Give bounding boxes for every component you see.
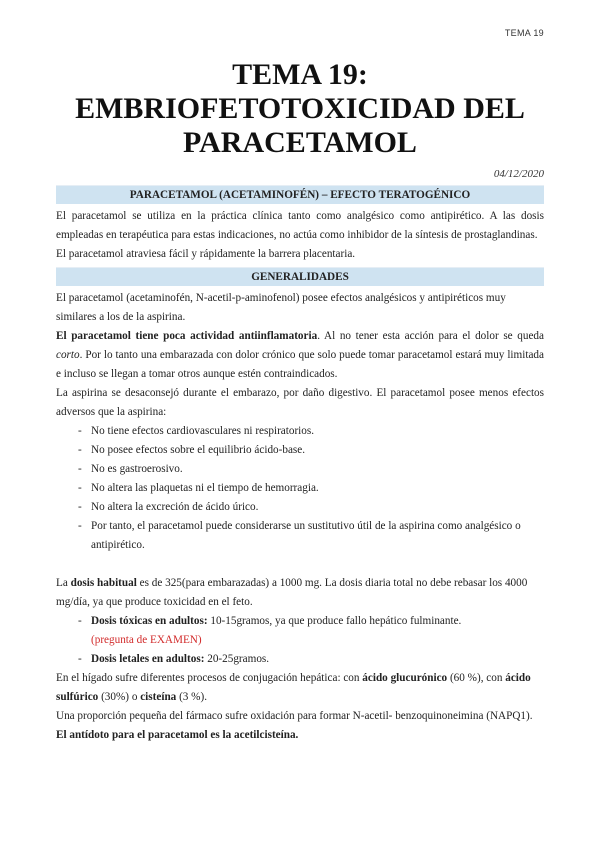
paragraph-placenta: El paracetamol atraviesa fácil y rápidamente la barrera placentaria. [56,248,356,260]
text-segment: La [56,577,71,589]
paragraph-hepatic-conjugation [56,669,544,707]
list-item: - No altera las plaquetas ni el tiempo de hemorragia. [56,479,544,498]
title-line-3: PARACETAMOL [183,126,417,159]
italic-corto: corto [56,349,80,361]
paragraph-anti-inflammatory [56,327,544,384]
document-body [56,185,544,745]
list-item: - No posee efectos sobre el equilibrio ácido-base. [56,441,544,460]
paragraph-napqi: Una proporción pequeña del fármaco sufre oxidación para formar N-acetil- benzoquinoneimina (NAPQ1). [56,710,533,722]
spacer [56,555,544,574]
bold-toxic-dose: Dosis tóxicas en adultos: [91,615,208,627]
list-item-lethal-dose [56,650,544,669]
bold-sulfuric: ácido sulfúrico [56,672,531,703]
text-segment: (3 %). [176,691,208,703]
bold-anti-inflammatory: El paracetamol tiene poca actividad antiinflamatoria [56,330,318,342]
text-segment: 10-15gramos, ya que produce fallo hepático fulminante. [207,615,462,627]
text-segment: . Por lo tanto una embarazada con dolor crónico que solo puede tomar paracetamol estará muy limitada e incluso se llegan a tomar otros aunque estén contraindicados. [56,349,544,380]
paragraph-dose [56,574,544,612]
text-segment: 20-25gramos. [204,653,270,665]
bold-lethal-dose: Dosis letales en adultos: [91,653,205,665]
adverse-effects-list [56,422,544,555]
bold-dosis-habitual: dosis habitual [70,577,137,589]
bold-cysteine: cisteína [140,691,177,703]
section-heading-generalidades: GENERALIDADES [56,267,544,286]
document-date: 04/12/2020 [493,168,544,180]
paragraph-antidote [56,726,544,745]
paragraph-clinical-use: El paracetamol se utiliza en la práctica clínica tanto como analgésico como antipirético. A las dosis empleadas en terapéutica para estas indicaciones, no actúa como inhibidor de la síntesis de prostaglandinas. [56,210,544,241]
text-segment: (60 %), con [447,672,506,684]
bold-glucuronic: ácido glucurónico [362,672,448,684]
text-segment: (30%) o [98,691,141,703]
exam-note: (pregunta de EXAMEN) [91,634,202,646]
text-segment: . Al no tener esta acción para el dolor se queda [317,330,544,342]
bold-antidote: El antídoto para el paracetamol es la acetilcisteína. [56,729,299,741]
page-header-tag: TEMA 19 [504,28,544,38]
list-item: - No tiene efectos cardiovasculares ni respiratorios. [56,422,544,441]
list-item: - No es gastroerosivo. [56,460,544,479]
document-title [56,58,544,160]
list-item: - No altera la excreción de ácido úrico. [56,498,544,517]
text-segment: es de 325(para embarazadas) a 1000 mg. La dosis diaria total no debe rebasar los 4000 mg/día, ya que produce toxicidad en el feto. [56,577,528,608]
paragraph-definition: El paracetamol (acetaminofén, N-acetil-p-aminofenol) posee efectos analgésicos y antipiréticos muy similares a los de la aspirina. [56,292,506,323]
list-item-toxic-dose [56,612,544,650]
title-line-2: EMBRIOFETOTOXICIDAD DEL [75,92,525,125]
text-segment: En el hígado sufre diferentes procesos de conjugación hepática: con [56,672,363,684]
title-line-1: TEMA 19: [232,58,368,91]
section-heading-teratogenic: PARACETAMOL (ACETAMINOFÉN) – EFECTO TERATOGÉNICO [56,185,544,204]
list-item: - Por tanto, el paracetamol puede considerarse un sustitutivo útil de la aspirina como analgésico o antipirético. [56,517,544,555]
dose-list [56,612,544,669]
paragraph-aspirin: La aspirina se desaconsejó durante el embarazo, por daño digestivo. El paracetamol posee menos efectos adversos que la aspirina: [56,387,544,418]
